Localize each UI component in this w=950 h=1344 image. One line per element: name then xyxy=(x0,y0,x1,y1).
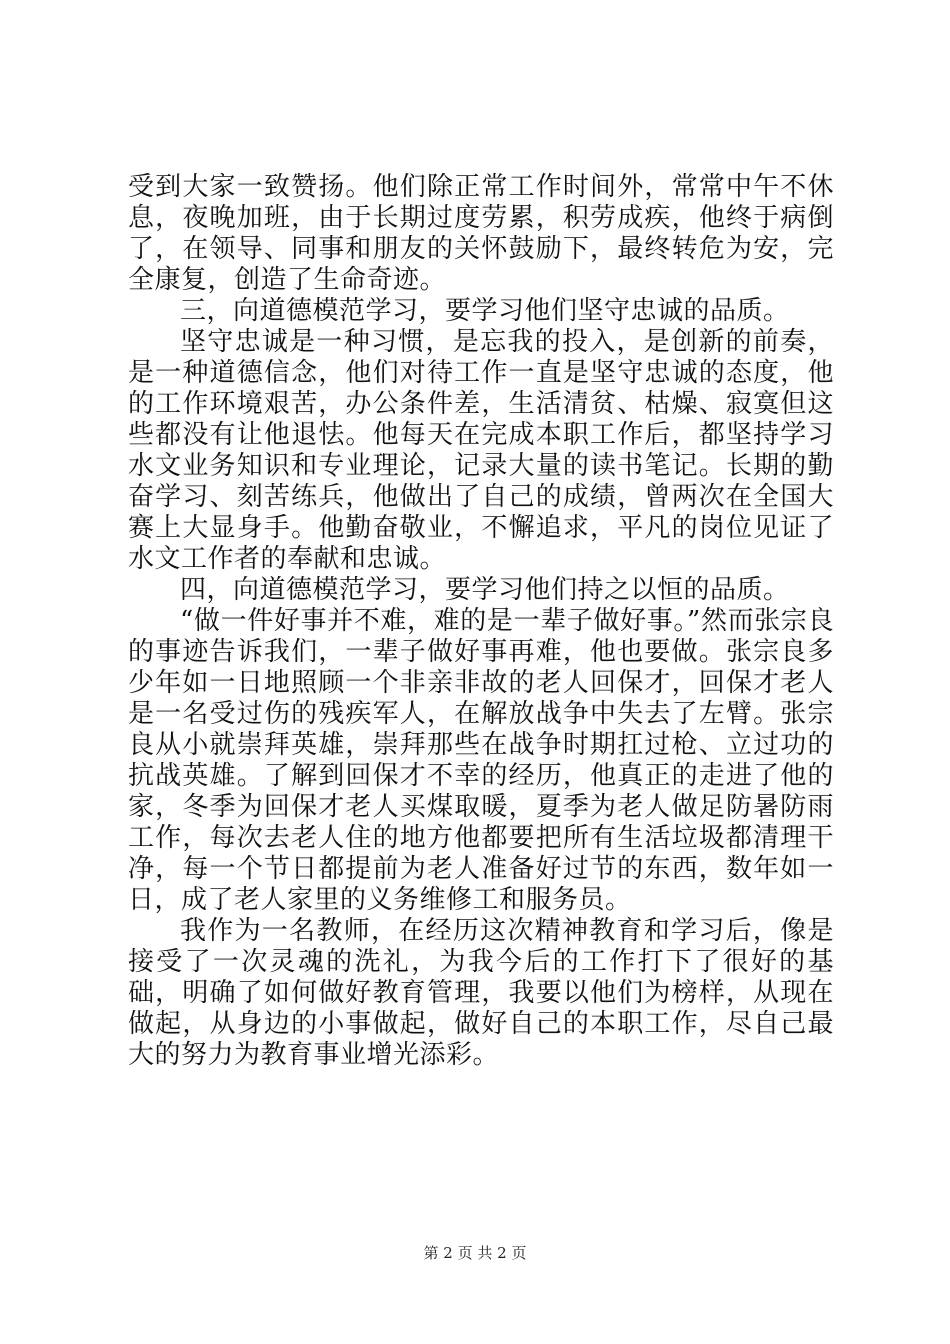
section-heading-four: 四，向道德模范学习，要学习他们持之以恒的品质。 xyxy=(180,575,790,605)
paragraph-loyalty: 坚守忠诚是一种习惯，是忘我的投入，是创新的前奏，是一种道德信念，他们对待工作一直是坚守忠诚的态度，他的工作环境艰苦，办公条件差，生活清贫、枯燥、寂寞但这些都没有让他退怯。他每天在完成本职工作后，都坚持学习水文业务知识和专业理论，记录大量的读书笔记。长期的勤奋学习、刻苦练兵，他做出了自己的成绩，曾两次在全国大赛上大显身手。他勤奋敬业，不懈追求，平凡的岗位见证了水文工作者的奉献和忠诚。 xyxy=(128,327,834,574)
page-number-label: 第 2 页 共 2 页 xyxy=(423,1244,527,1262)
section-heading-three: 三，向道德模范学习，要学习他们坚守忠诚的品质。 xyxy=(180,296,790,326)
paragraph-conclusion: 我作为一名教师，在经历这次精神教育和学习后，像是接受了一次灵魂的洗礼，为我今后的工作打下了很好的基础，明确了如何做好教育管理，我要以他们为榜样，从现在做起，从身边的小事做起，做好自己的本职工作，尽自己最大的努力为教育事业增光添彩。 xyxy=(128,916,834,1070)
paragraph-continuation: 受到大家一致赞扬。他们除正常工作时间外，常常中午不休息，夜晚加班，由于长期过度劳累，积劳成疾，他终于病倒了，在领导、同事和朋友的关怀鼓励下，最终转危为安，完全康复，创造了生命奇迹。 xyxy=(128,172,834,295)
document-body xyxy=(128,172,834,1071)
paragraph-perseverance: “做一件好事并不难，难的是一辈子做好事。”然而张宗良的事迹告诉我们，一辈子做好事再难，他也要做。张宗良多少年如一日地照顾一个非亲非故的老人回保才，回保才老人是一名受过伤的残疾军人，在解放战争中失去了左臂。张宗良从小就崇拜英雄，崇拜那些在战争时期扛过枪、立过功的抗战英雄。了解到回保才不幸的经历，他真正的走进了他的家，冬季为回保才老人买煤取暖，夏季为老人做足防暑防雨工作，每次去老人住的地方他都要把所有生活垃圾都清理干净，每一个节日都提前为老人准备好过节的东西，数年如一日，成了老人家里的义务维修工和服务员。 xyxy=(128,606,834,915)
page-footer xyxy=(0,1243,950,1263)
